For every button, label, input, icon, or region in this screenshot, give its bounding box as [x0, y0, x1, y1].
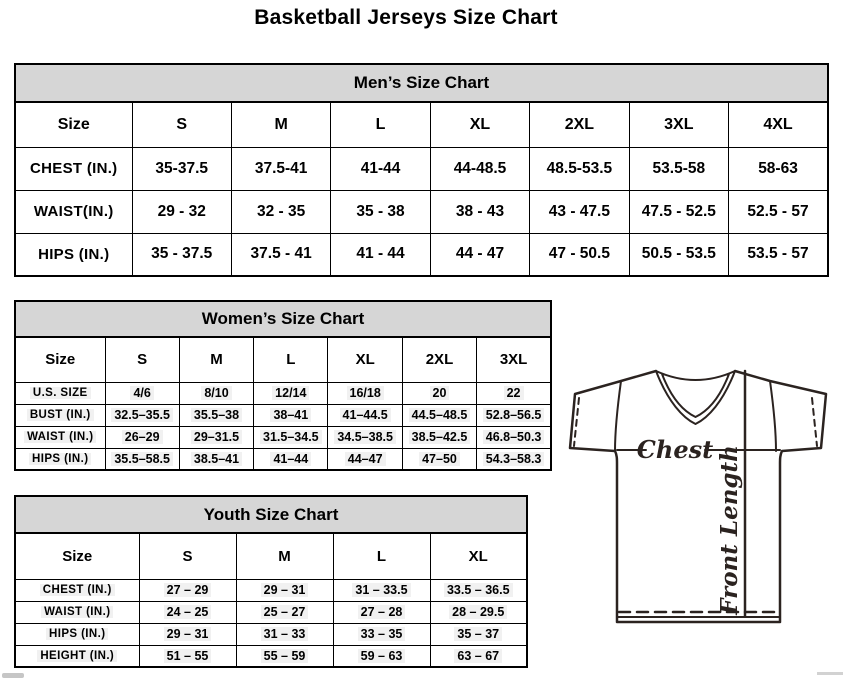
size-value [328, 448, 402, 470]
cell-text: CHEST (IN.) [40, 584, 115, 596]
size-header-4xl: 4XL [729, 102, 828, 147]
size-value: 38 - 43 [430, 190, 529, 233]
size-value: 41 - 44 [331, 233, 430, 276]
cell-text: 55 – 59 [261, 649, 309, 663]
size-value [139, 601, 236, 623]
size-value [402, 382, 476, 404]
cell-text: 44–47 [345, 452, 386, 466]
cell-text: 31 – 33 [261, 627, 309, 641]
size-value [179, 426, 253, 448]
size-header-2xl: 2XL [402, 337, 476, 382]
size-value [477, 426, 551, 448]
cell-text: 20 [430, 386, 450, 400]
table-title-row [15, 64, 828, 102]
row-label: HIPS (IN.) [15, 233, 132, 276]
size-value [430, 645, 527, 667]
cell-text: 38.5–41 [191, 452, 242, 466]
measurement-row [15, 190, 828, 233]
cell-text: 41–44.5 [340, 408, 391, 422]
size-value: 35 - 37.5 [132, 233, 231, 276]
cell-text: 34.5–38.5 [334, 430, 396, 444]
measurement-row [15, 623, 527, 645]
size-header-row [15, 337, 551, 382]
size-value [328, 382, 402, 404]
cell-text: 44.5–48.5 [409, 408, 471, 422]
cell-text: 29–31.5 [191, 430, 242, 444]
cell-text: 27 – 29 [164, 583, 212, 597]
size-value: 32 - 35 [231, 190, 330, 233]
row-label [15, 645, 139, 667]
measurement-row [15, 579, 527, 601]
cell-text: 4/6 [130, 386, 153, 400]
page-title: Basketball Jerseys Size Chart [254, 6, 558, 29]
size-value [254, 426, 328, 448]
cell-text: 35.5–38 [191, 408, 242, 422]
womens-table-title: Women’s Size Chart [15, 301, 551, 337]
row-label [15, 426, 105, 448]
size-header-xl: XL [328, 337, 402, 382]
youth-size-chart-table [14, 495, 528, 668]
row-label [15, 448, 105, 470]
measurement-row [15, 404, 551, 426]
cell-text: 51 – 55 [164, 649, 212, 663]
size-header-row [15, 533, 527, 579]
size-column-header: Size [15, 533, 139, 579]
measurement-row [15, 601, 527, 623]
womens-size-chart-table [14, 300, 552, 471]
size-value [430, 601, 527, 623]
cell-text: 8/10 [201, 386, 231, 400]
size-column-header: Size [15, 102, 132, 147]
cell-text: HIPS (IN.) [46, 628, 108, 640]
size-value [139, 623, 236, 645]
size-value: 44 - 47 [430, 233, 529, 276]
cell-text: 27 – 28 [358, 605, 406, 619]
size-value [236, 645, 333, 667]
measurement-row [15, 233, 828, 276]
cell-text: 31 – 33.5 [352, 583, 410, 597]
size-value: 37.5 - 41 [231, 233, 330, 276]
jersey-collar [656, 371, 735, 424]
row-label [15, 623, 139, 645]
measurement-row [15, 382, 551, 404]
size-value: 43 - 47.5 [530, 190, 629, 233]
size-value [477, 448, 551, 470]
size-value: 35 - 38 [331, 190, 430, 233]
row-label: WAIST(IN.) [15, 190, 132, 233]
cell-text: 24 – 25 [164, 605, 212, 619]
cell-text: U.S. SIZE [30, 387, 91, 399]
size-header-m: M [236, 533, 333, 579]
measurement-row [15, 426, 551, 448]
size-value [105, 404, 179, 426]
cell-text: 52.8–56.5 [483, 408, 545, 422]
jersey-outline [570, 371, 826, 622]
size-value [333, 601, 430, 623]
size-value [477, 382, 551, 404]
size-value: 44-48.5 [430, 147, 529, 190]
cell-text: 38–41 [270, 408, 311, 422]
size-value [430, 623, 527, 645]
size-value [254, 448, 328, 470]
jersey-measurement-diagram [553, 362, 843, 624]
size-value [402, 404, 476, 426]
size-value [430, 579, 527, 601]
size-value [139, 645, 236, 667]
cell-text: BUST (IN.) [27, 409, 94, 421]
size-value [333, 623, 430, 645]
chest-label: Chest [636, 435, 714, 464]
cell-text: 26–29 [122, 430, 163, 444]
size-header-s: S [105, 337, 179, 382]
cell-text: 33.5 – 36.5 [444, 583, 513, 597]
size-value: 48.5-53.5 [530, 147, 629, 190]
cell-text: 33 – 35 [358, 627, 406, 641]
size-value [236, 623, 333, 645]
size-header-row [15, 102, 828, 147]
size-value: 35-37.5 [132, 147, 231, 190]
size-header-l: L [333, 533, 430, 579]
table-title-row [15, 496, 527, 533]
cell-text: HEIGHT (IN.) [37, 650, 117, 662]
cell-text: WAIST (IN.) [24, 431, 96, 443]
size-value [105, 382, 179, 404]
size-value [333, 579, 430, 601]
size-value [254, 404, 328, 426]
cell-text: 54.3–58.3 [483, 452, 545, 466]
size-header-xl: XL [430, 102, 529, 147]
size-value [139, 579, 236, 601]
cell-text: 35 – 37 [454, 627, 502, 641]
cell-text: 31.5–34.5 [260, 430, 322, 444]
measurement-row [15, 448, 551, 470]
cell-text: 35.5–58.5 [111, 452, 173, 466]
size-header-m: M [231, 102, 330, 147]
size-header-3xl: 3XL [477, 337, 551, 382]
cell-text: 46.8–50.3 [483, 430, 545, 444]
row-label [15, 579, 139, 601]
size-value [105, 426, 179, 448]
cell-text: 22 [504, 386, 524, 400]
row-label [15, 404, 105, 426]
cell-text: 59 – 63 [358, 649, 406, 663]
table-title-row [15, 301, 551, 337]
cell-text: WAIST (IN.) [41, 606, 113, 618]
row-label: CHEST (IN.) [15, 147, 132, 190]
size-value [179, 448, 253, 470]
size-value: 47.5 - 52.5 [629, 190, 728, 233]
size-value: 52.5 - 57 [729, 190, 828, 233]
size-value [236, 601, 333, 623]
size-value [402, 448, 476, 470]
measurement-row [15, 147, 828, 190]
size-value [328, 404, 402, 426]
cell-text: 25 – 27 [261, 605, 309, 619]
cell-text: 29 – 31 [261, 583, 309, 597]
mens-size-chart-table [14, 63, 829, 277]
youth-table-title: Youth Size Chart [15, 496, 527, 533]
size-value [402, 426, 476, 448]
size-header-m: M [179, 337, 253, 382]
cell-text: 16/18 [347, 386, 384, 400]
size-value: 53.5 - 57 [729, 233, 828, 276]
size-value [254, 382, 328, 404]
mens-table-title: Men’s Size Chart [15, 64, 828, 102]
size-header-3xl: 3XL [629, 102, 728, 147]
cell-text: 41–44 [270, 452, 311, 466]
row-label [15, 382, 105, 404]
size-value: 29 - 32 [132, 190, 231, 233]
cell-text: 38.5–42.5 [409, 430, 471, 444]
row-label [15, 601, 139, 623]
size-column-header: Size [15, 337, 105, 382]
size-value [328, 426, 402, 448]
size-header-s: S [132, 102, 231, 147]
size-value: 50.5 - 53.5 [629, 233, 728, 276]
size-value [333, 645, 430, 667]
size-value [179, 404, 253, 426]
size-header-l: L [254, 337, 328, 382]
horizontal-scrollbar-track-right [817, 672, 843, 675]
size-header-s: S [139, 533, 236, 579]
size-value: 37.5-41 [231, 147, 330, 190]
size-value [477, 404, 551, 426]
measurement-row [15, 645, 527, 667]
size-value: 58-63 [729, 147, 828, 190]
cell-text: 32.5–35.5 [111, 408, 173, 422]
cell-text: 47–50 [419, 452, 460, 466]
size-value: 47 - 50.5 [530, 233, 629, 276]
cell-text: HIPS (IN.) [29, 453, 91, 465]
size-value [105, 448, 179, 470]
horizontal-scrollbar-thumb[interactable] [2, 673, 24, 678]
size-header-l: L [331, 102, 430, 147]
cell-text: 29 – 31 [164, 627, 212, 641]
cell-text: 28 – 29.5 [449, 605, 507, 619]
cell-text: 12/14 [272, 386, 309, 400]
size-value: 41-44 [331, 147, 430, 190]
size-value: 53.5-58 [629, 147, 728, 190]
size-header-2xl: 2XL [530, 102, 629, 147]
size-header-xl: XL [430, 533, 527, 579]
size-value [236, 579, 333, 601]
size-value [179, 382, 253, 404]
cell-text: 63 – 67 [454, 649, 502, 663]
front-length-label: Front Length [716, 445, 743, 615]
